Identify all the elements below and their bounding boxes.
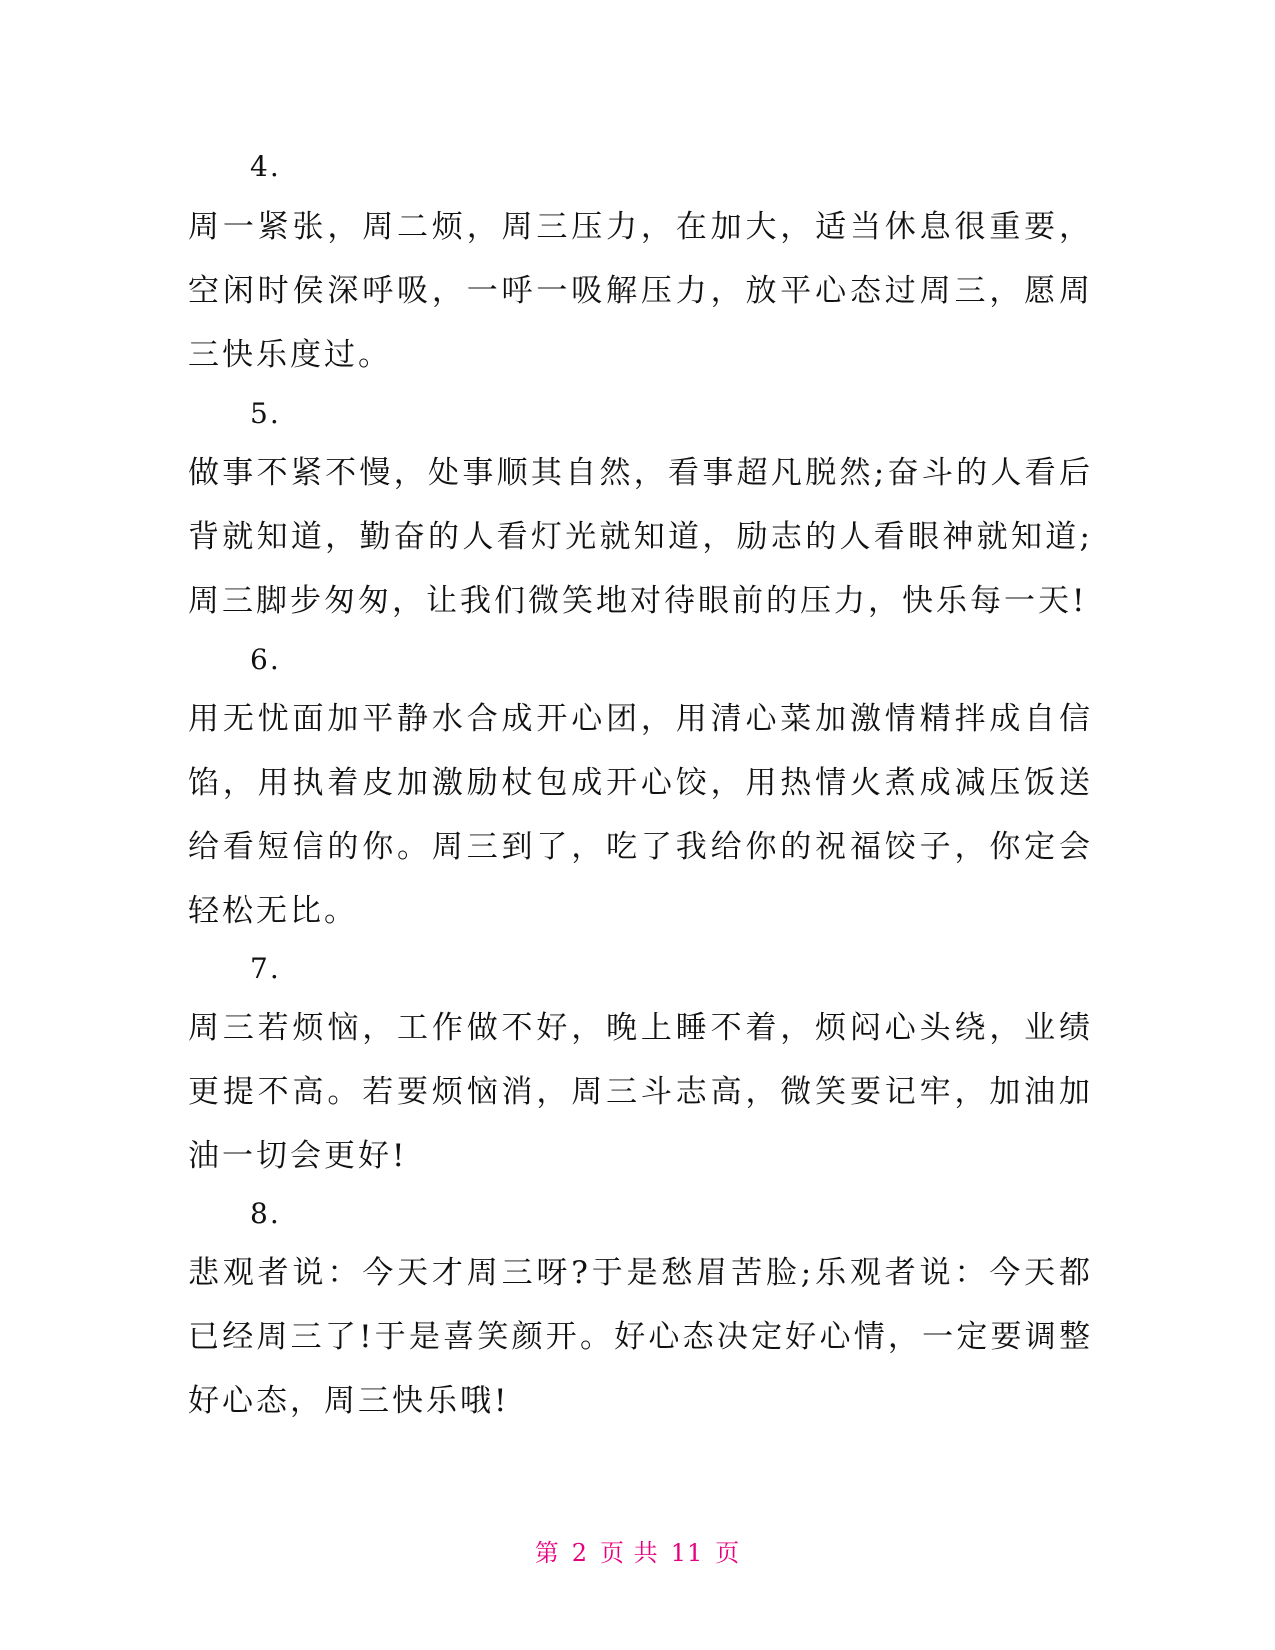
page-footer [0,1538,1275,1568]
item-text-6: 用无忧面加平静水合成开心团，用清心菜加激情精拌成自信馅，用执着皮加激励杖包成开心饺，用热情火煮成减压饭送给看短信的你。周三到了，吃了我给你的祝福饺子，你定会轻松无比。 [188,701,1093,929]
footer-total-pages: 11 [670,1539,704,1567]
footer-prefix: 第 [534,1539,560,1567]
footer-middle: 页 共 [600,1539,659,1567]
item-number-7: 7. [250,952,281,985]
item-text-8: 悲观者说：今天才周三呀?于是愁眉苦脸;乐观者说：今天都已经周三了!于是喜笑颜开。好心态决定好心情，一定要调整好心态，周三快乐哦! [188,1255,1093,1419]
item-number-6: 6. [250,643,281,676]
footer-suffix: 页 [715,1539,741,1567]
item-text-4: 周一紧张，周二烦，周三压力，在加大，适当休息很重要，空闲时侯深呼吸，一呼一吸解压力，放平心态过周三，愿周三快乐度过。 [188,209,1093,373]
item-text-5: 做事不紧不慢，处事顺其自然，看事超凡脱然;奋斗的人看后背就知道，勤奋的人看灯光就知道，励志的人看眼神就知道;周三脚步匆匆，让我们微笑地对待眼前的压力，快乐每一天! [188,455,1093,619]
footer-page-number: 2 [571,1539,589,1567]
item-text-7: 周三若烦恼，工作做不好，晚上睡不着，烦闷心头绕，业绩更提不高。若要烦恼消，周三斗志高，微笑要记牢，加油加油一切会更好! [188,1010,1093,1174]
item-number-5: 5. [250,397,281,430]
item-number-8: 8. [250,1197,281,1230]
item-number-4: 4. [250,150,281,183]
